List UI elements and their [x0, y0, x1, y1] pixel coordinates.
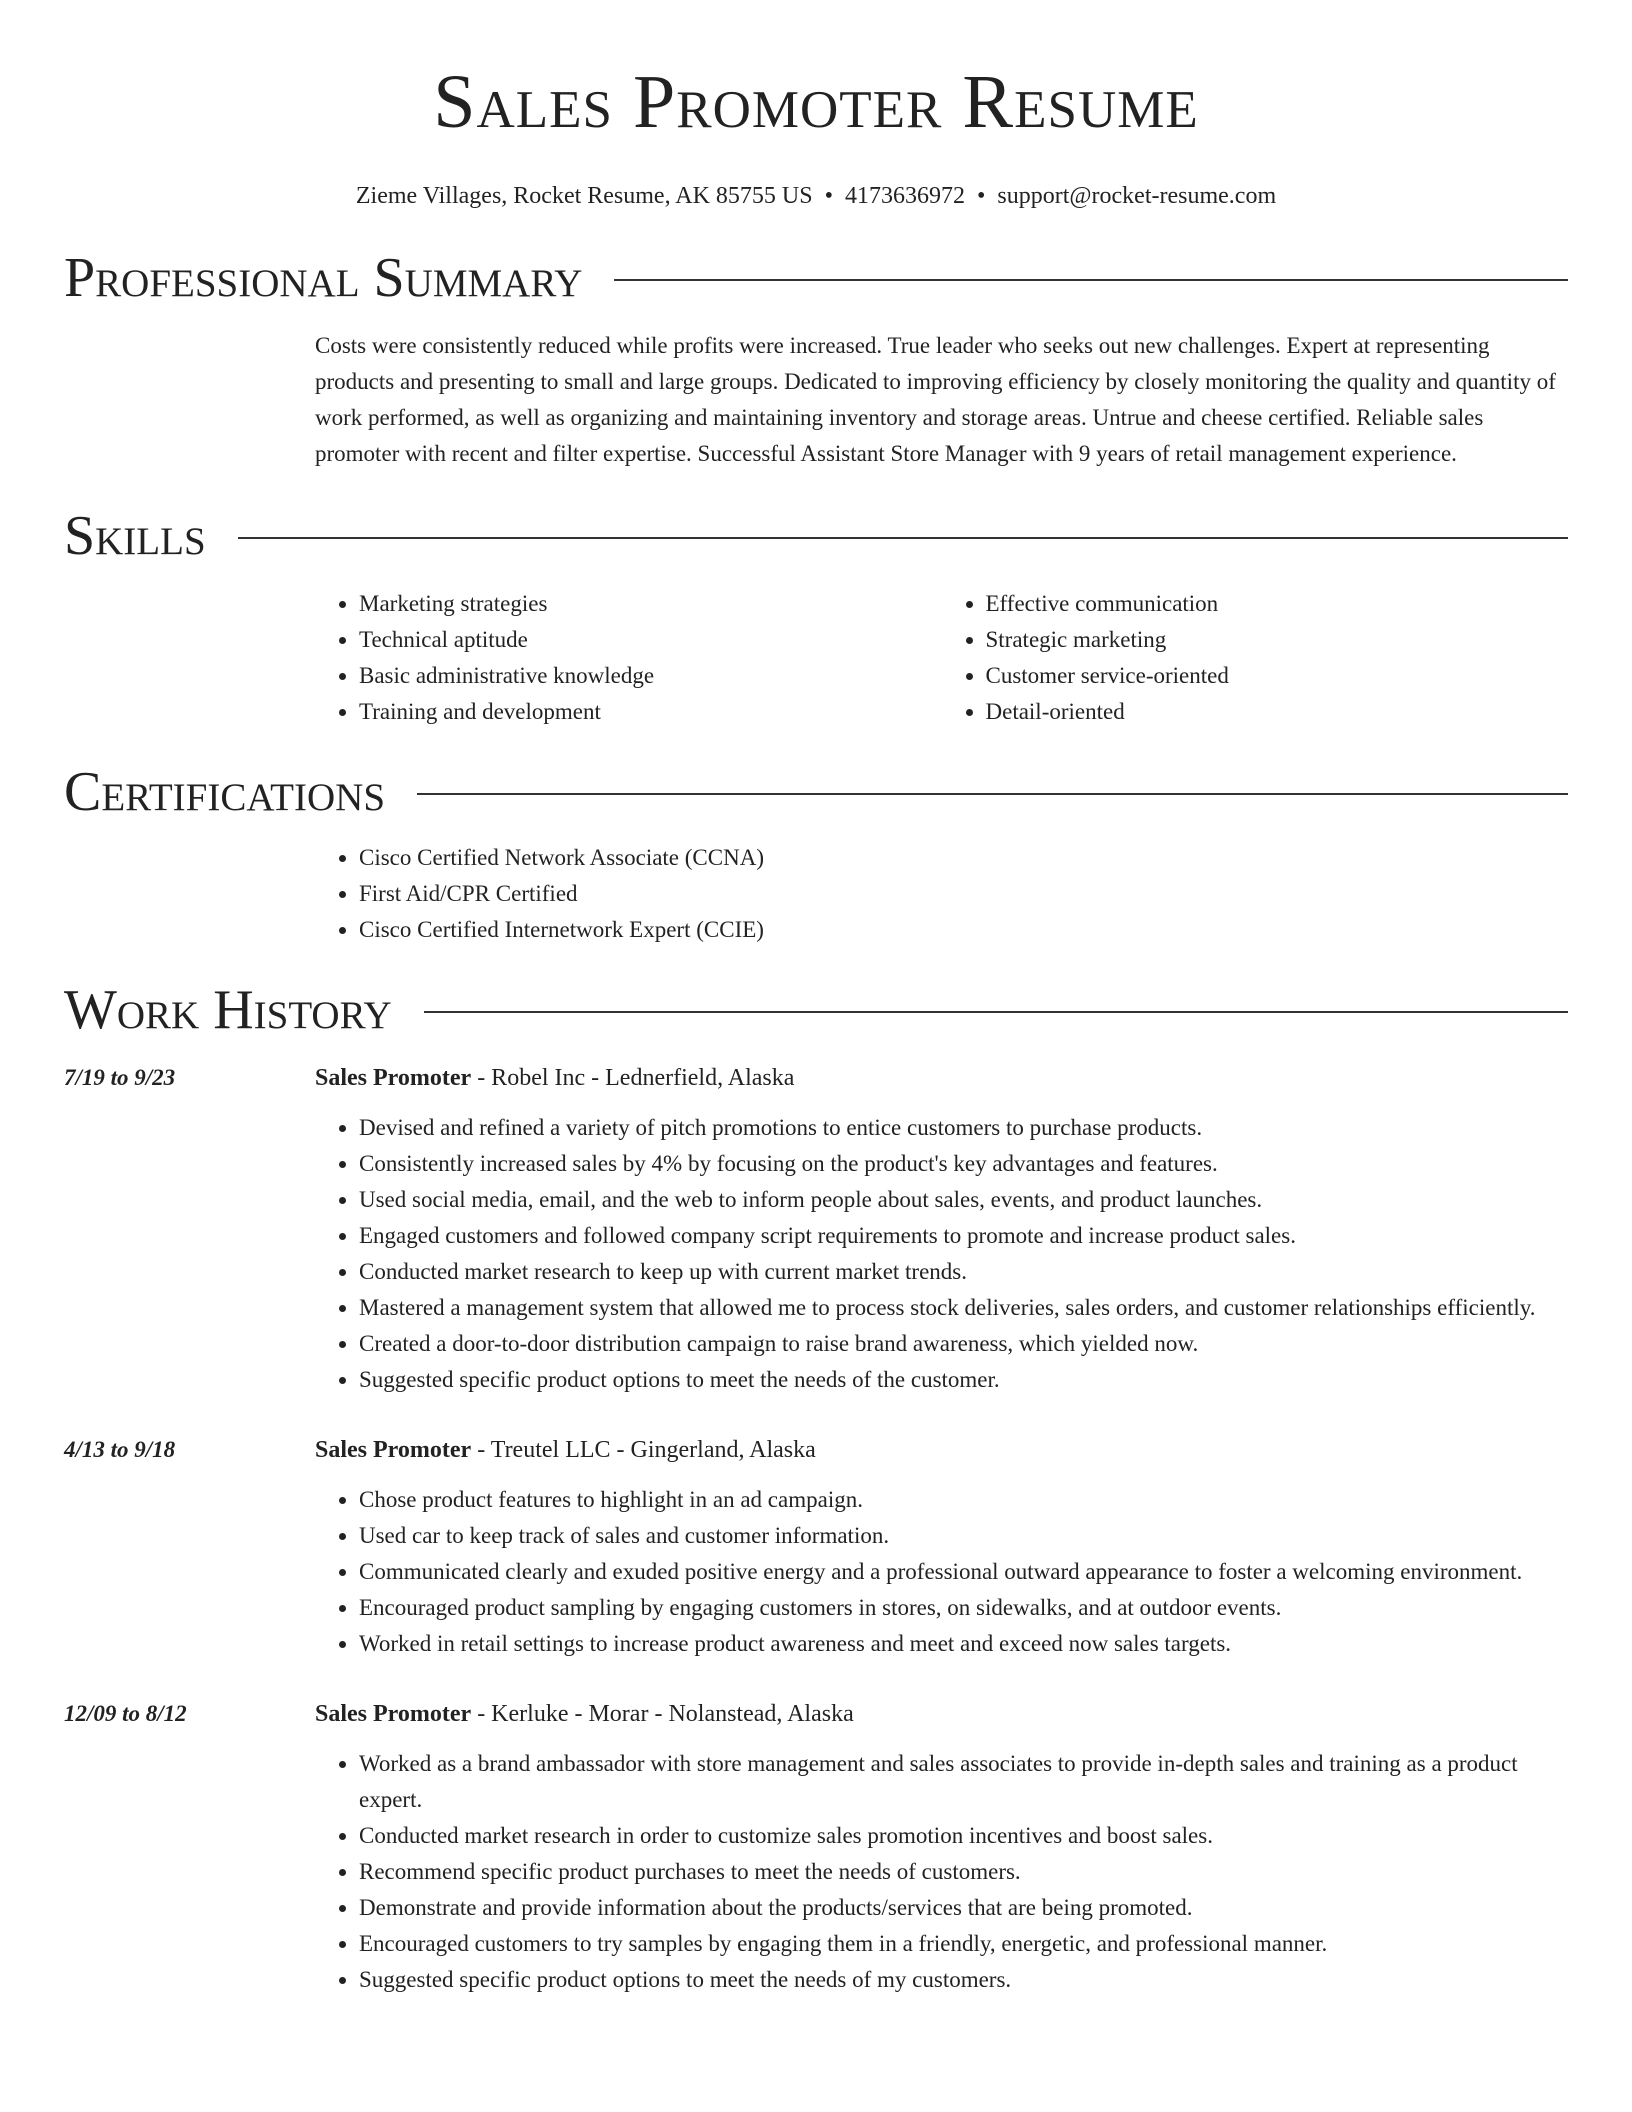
skills-list-left	[315, 586, 942, 730]
list-item: • Chose product features to highlight in an ad campaign.	[359, 1482, 1568, 1518]
resume-title: Sales Promoter Resume	[433, 60, 1199, 144]
section-divider	[424, 1011, 1568, 1013]
contact-address: Zieme Villages, Rocket Resume, AK 85755 US	[355, 183, 813, 209]
work-history-heading: Work History	[64, 979, 392, 1041]
section-divider	[417, 793, 1568, 795]
list-item: • Conducted market research to keep up with current market trends.	[359, 1254, 1568, 1290]
job-details	[315, 1432, 1568, 1662]
list-item: • Recommend specific product purchases to meet the needs of customers.	[359, 1854, 1568, 1890]
job-company-location: - Robel Inc - Lednerfield, Alaska	[471, 1065, 795, 1091]
job-title-line	[315, 1696, 1568, 1732]
resume-page	[64, 0, 1568, 1998]
skills-list-right	[942, 586, 1569, 730]
section-divider	[238, 537, 1568, 539]
certifications-heading: Certifications	[64, 761, 386, 823]
job-dates: 12/09 to 8/12	[64, 1701, 187, 1726]
job-details	[315, 1060, 1568, 1398]
list-item: • Technical aptitude	[359, 622, 942, 658]
list-item: • Effective communication	[986, 586, 1569, 622]
list-item: • Customer service-oriented	[986, 658, 1569, 694]
contact-email: support@rocket-resume.com	[997, 183, 1277, 209]
list-item: • Created a door-to-door distribution campaign to raise brand awareness, which yielded now.	[359, 1326, 1568, 1362]
list-item: • Used car to keep track of sales and customer information.	[359, 1518, 1568, 1554]
list-item: • Strategic marketing	[986, 622, 1569, 658]
contact-phone: 4173636972	[845, 183, 966, 209]
list-item: • Encouraged customers to try samples by engaging them in a friendly, energetic, and professional manner.	[359, 1926, 1568, 1962]
job-role: Sales Promoter	[315, 1065, 472, 1091]
list-item: • Mastered a management system that allowed me to process stock deliveries, sales orders, and customer relationships efficiently.	[359, 1290, 1568, 1326]
list-item: • Basic administrative knowledge	[359, 658, 942, 694]
summary-section-header	[64, 246, 1568, 310]
list-item: • Worked in retail settings to increase product awareness and meet and exceed now sales targets.	[359, 1626, 1568, 1662]
list-item: • Communicated clearly and exuded positive energy and a professional outward appearance to foster a welcoming environment.	[359, 1554, 1568, 1590]
certifications-bullets	[315, 840, 1568, 948]
list-item: • Suggested specific product options to meet the needs of the customer.	[359, 1362, 1568, 1398]
skills-grid	[315, 586, 1568, 730]
job-entry	[64, 1696, 1568, 1998]
summary-text: Costs were consistently reduced while profits were increased. True leader who seeks out new challenges. Expert at representing products and presenting to small and large groups. Dedicated to improving efficiency by closely monitoring the quality and quantity of work performed, as well as organizing and maintaining inventory and storage areas. Untrue and cheese certified. Reliable sales promoter with recent and filter expertise. Successful Assistant Store Manager with 9 years of retail management experience.	[315, 333, 1556, 466]
contact-separator: •	[824, 183, 834, 209]
job-title-line	[315, 1432, 1568, 1468]
job-company-location: - Treutel LLC - Gingerland, Alaska	[471, 1437, 816, 1463]
list-item: • Engaged customers and followed company script requirements to promote and increase product sales.	[359, 1218, 1568, 1254]
job-role: Sales Promoter	[315, 1437, 472, 1463]
job-entry	[64, 1432, 1568, 1662]
list-item: • Consistently increased sales by 4% by focusing on the product's key advantages and features.	[359, 1146, 1568, 1182]
job-dates: 7/19 to 9/23	[64, 1065, 176, 1090]
list-item: • Used social media, email, and the web to inform people about sales, events, and product launches.	[359, 1182, 1568, 1218]
list-item: • First Aid/CPR Certified	[359, 876, 1568, 912]
list-item: • Conducted market research in order to customize sales promotion incentives and boost sales.	[359, 1818, 1568, 1854]
summary-heading: Professional Summary	[64, 247, 583, 309]
job-company-location: - Kerluke - Morar - Nolanstead, Alaska	[471, 1701, 854, 1727]
list-item: • Marketing strategies	[359, 586, 942, 622]
work-history-section-header	[64, 978, 1568, 1042]
certifications-section-header	[64, 760, 1568, 824]
skills-heading: Skills	[64, 505, 206, 567]
list-item: • Worked as a brand ambassador with store management and sales associates to provide in-depth sales and training as a product expert.	[359, 1746, 1568, 1818]
job-bullets	[315, 1482, 1568, 1662]
list-item: • Cisco Certified Internetwork Expert (CCIE)	[359, 912, 1568, 948]
contact-separator: •	[977, 183, 986, 209]
skills-section-header	[64, 504, 1568, 568]
list-item: • Devised and refined a variety of pitch promotions to entice customers to purchase products.	[359, 1110, 1568, 1146]
list-item: • Demonstrate and provide information about the products/services that are being promoted.	[359, 1890, 1568, 1926]
certifications-list	[315, 840, 1568, 948]
list-item: • Cisco Certified Network Associate (CCNA)	[359, 840, 1568, 876]
list-item: • Suggested specific product options to meet the needs of my customers.	[359, 1962, 1568, 1998]
job-title-line	[315, 1060, 1568, 1096]
job-bullets	[315, 1110, 1568, 1398]
section-divider	[614, 279, 1568, 281]
list-item: • Encouraged product sampling by engaging customers in stores, on sidewalks, and at outdoor events.	[359, 1590, 1568, 1626]
job-details	[315, 1696, 1568, 1998]
job-role: Sales Promoter	[315, 1701, 472, 1727]
job-dates: 4/13 to 9/18	[64, 1437, 176, 1462]
job-entry	[64, 1060, 1568, 1398]
list-item: • Training and development	[359, 694, 942, 730]
contact-line	[64, 182, 1568, 210]
job-bullets	[315, 1746, 1568, 1998]
list-item: • Detail-oriented	[986, 694, 1569, 730]
